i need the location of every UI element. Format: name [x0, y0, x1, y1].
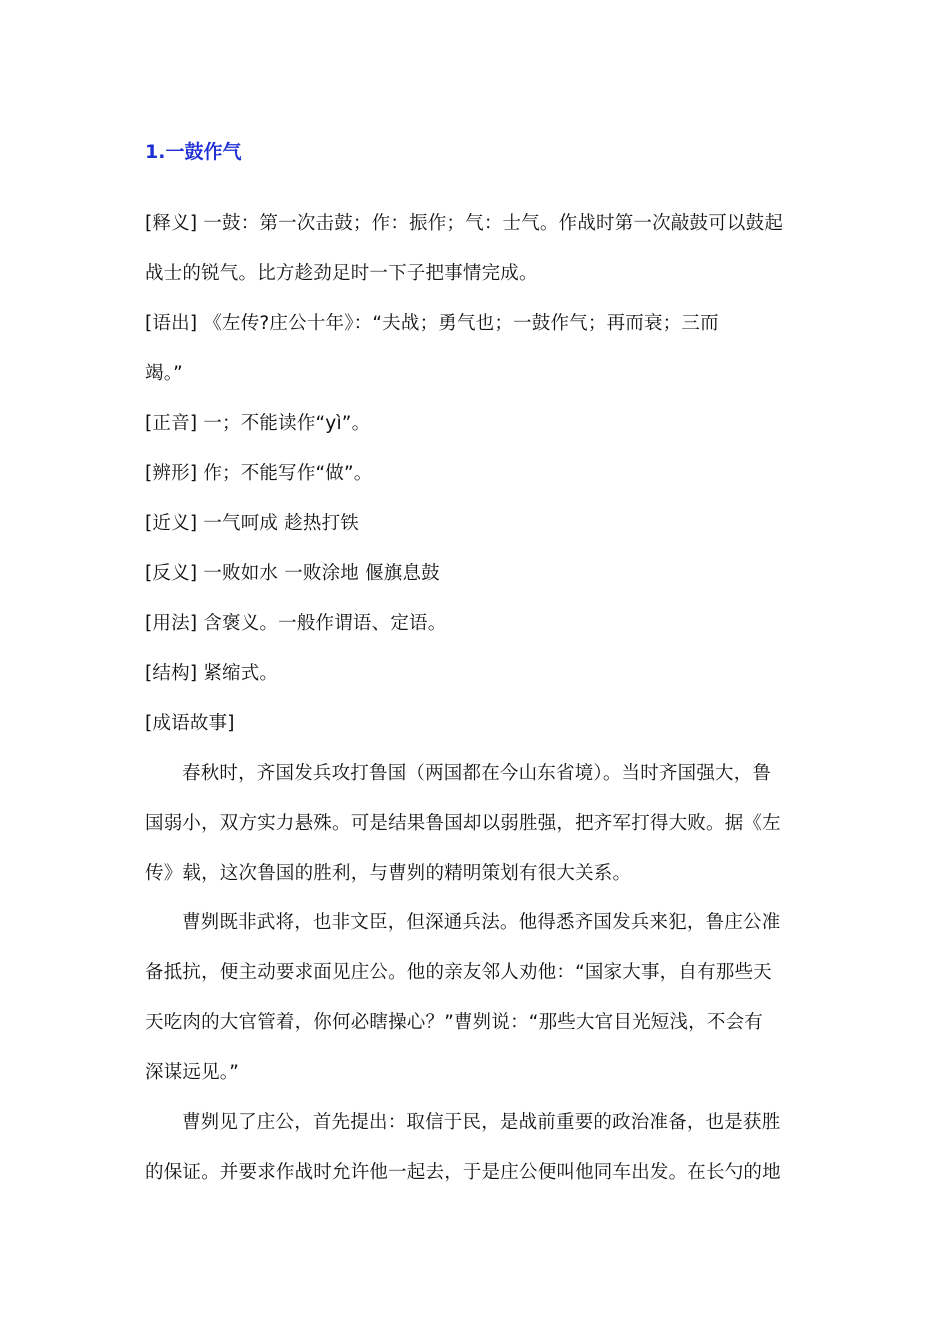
- text-line: [辨形] 作；不能写作“做”。: [145, 463, 373, 484]
- text-line: 国弱小，双方实力悬殊。可是结果鲁国却以弱胜强，把齐军打得大败。据《左: [145, 813, 781, 834]
- text-line: [成语故事]: [145, 713, 235, 734]
- text-line: [近义] 一气呵成 趁热打铁: [145, 513, 359, 534]
- text-line: [语出] 《左传?庄公十年》：“夫战；勇气也；一鼓作气；再而衰；三而: [145, 313, 719, 334]
- text-line: [结构] 紧缩式。: [145, 663, 279, 684]
- text-line: 的保证。并要求作战时允许他一起去，于是庄公便叫他同车出发。在长勺的地: [145, 1162, 781, 1183]
- text-line: 曹刿既非武将，也非文臣，但深通兵法。他得悉齐国发兵来犯，鲁庄公准: [182, 912, 781, 933]
- text-line: 备抵抗，便主动要求面见庄公。他的亲友邻人劝他：“国家大事，自有那些天: [145, 962, 772, 983]
- text-line: 曹刿见了庄公，首先提出：取信于民，是战前重要的政治准备，也是获胜: [182, 1112, 781, 1133]
- text-line: 传》载，这次鲁国的胜利，与曹刿的精明策划有很大关系。: [145, 863, 632, 884]
- text-line: 春秋时，齐国发兵攻打鲁国（两国都在今山东省境）。当时齐国强大，鲁: [182, 763, 772, 784]
- text-line: 天吃肉的大官管着，你何必瞎操心？”曹刿说：“那些大官目光短浅，不会有: [145, 1012, 763, 1033]
- idiom-title: 1.一鼓作气: [145, 141, 242, 163]
- text-line: [正音] 一；不能读作“yì”。: [145, 413, 371, 434]
- text-line: [释义] 一鼓：第一次击鼓；作：振作；气：士气。作战时第一次敲鼓可以鼓起: [145, 213, 784, 234]
- text-line: [用法] 含褒义。一般作谓语、定语。: [145, 613, 447, 634]
- text-line: [反义] 一败如水 一败涂地 偃旗息鼓: [145, 563, 440, 584]
- text-line: 深谋远见。”: [145, 1062, 240, 1083]
- text-line: 竭。”: [145, 363, 183, 384]
- text-line: 战士的锐气。比方趁劲足时一下子把事情完成。: [145, 263, 538, 284]
